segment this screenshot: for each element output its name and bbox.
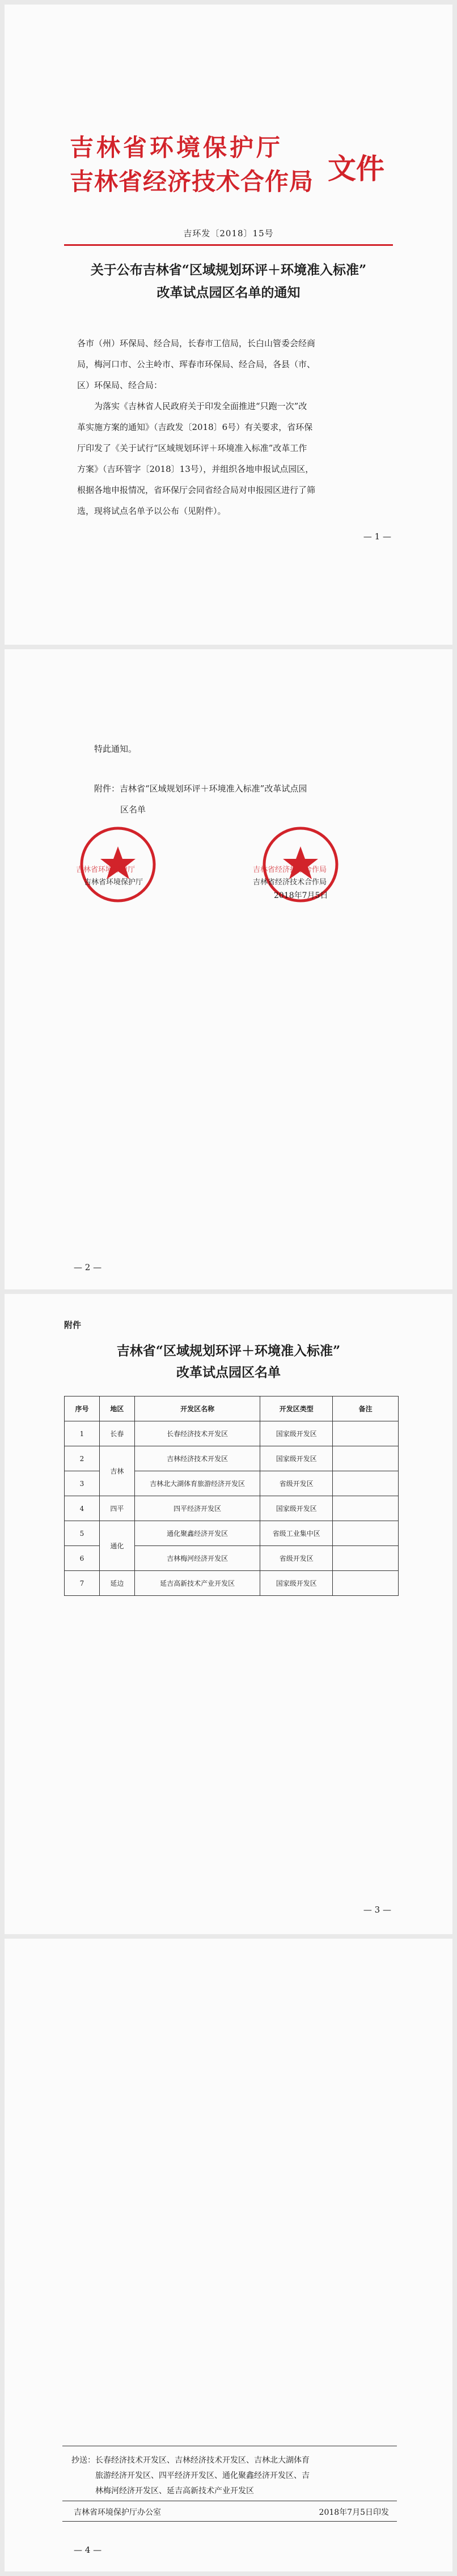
table-row [65, 1521, 399, 1546]
page-3 [5, 1294, 452, 1934]
cell-name: 吉林经济技术开发区 [134, 1446, 260, 1471]
notice-body [77, 333, 383, 522]
table-row [65, 1446, 399, 1471]
red-divider [64, 244, 393, 246]
signing-date: 2018年7月5日 [274, 891, 328, 900]
paragraph-line: 根据各地申报情况，省环保厅会同省经合局对申报园区进行了筛 [77, 485, 316, 495]
cell-region: 四平 [99, 1496, 134, 1521]
header-region: 地区 [99, 1396, 134, 1421]
paragraph-line: 厅印发了《关于试行“区域规划环评＋环境准入标准”改革工作 [77, 443, 307, 453]
page-number: — 3 — [363, 1905, 391, 1915]
cell-type: 国家级开发区 [260, 1496, 333, 1521]
cell-type: 国家级开发区 [260, 1571, 333, 1596]
page-number: — 2 — [74, 1262, 102, 1272]
paragraph-line: 局，梅河口市、公主岭市、珲春市环保局、经合局，各县（市、 [77, 359, 316, 369]
cell-name: 吉林北大湖体育旅游经济开发区 [134, 1471, 260, 1496]
header-no: 序号 [65, 1396, 100, 1421]
cell-remark [333, 1446, 399, 1471]
page-number: — 1 — [363, 531, 391, 542]
paragraph-line: 为落实《吉林省人民政府关于印发全面推进“只跑一次”改 [77, 401, 307, 411]
paragraph-line: 选，现将试点名单予以公布（见附件）。 [77, 506, 226, 516]
cell-region: 通化 [99, 1521, 134, 1571]
cell-type: 省级开发区 [260, 1471, 333, 1496]
attachment-label: 附件 [64, 1320, 82, 1330]
cell-region: 延边 [99, 1571, 134, 1596]
cell-region: 长春 [99, 1421, 134, 1446]
list-title-line-2: 改革试点园区名单 [176, 1365, 281, 1380]
closing-text [77, 739, 383, 760]
cell-type: 国家级开发区 [260, 1446, 333, 1471]
page-number: — 4 — [74, 2545, 102, 2555]
cell-name: 吉林梅河经济开发区 [134, 1546, 260, 1571]
seal-right-text: 吉林省经济技术合作局 [253, 866, 327, 874]
issue-date: 2018年7月5日印发 [319, 2508, 389, 2517]
table-header-row [65, 1396, 399, 1421]
attachment-line-1: 附件：吉林省“区域规划环评＋环境准入标准”改革试点园 [94, 784, 307, 794]
header-remark: 备注 [333, 1396, 399, 1421]
table-row [65, 1571, 399, 1596]
list-title-line-1: 吉林省“区域规划环评＋环境准入标准” [116, 1343, 341, 1359]
issuing-office: 吉林省环境保护厅办公室 [74, 2508, 161, 2517]
document-number: 吉环发〔2018〕15号 [183, 228, 274, 239]
cell-no: 2 [65, 1446, 100, 1471]
table-row [65, 1496, 399, 1521]
cell-region: 吉林 [99, 1446, 134, 1496]
header-suffix: 文件 [328, 152, 384, 185]
attachment-note [77, 778, 383, 820]
attachment-line-2: 区名单 [120, 804, 146, 815]
cell-remark [333, 1471, 399, 1496]
cell-type: 省级工业集中区 [260, 1521, 333, 1546]
header-line-2: 吉林省经济技术合作局 [70, 168, 314, 195]
closing-line: 特此通知。 [94, 744, 137, 754]
cell-remark [333, 1496, 399, 1521]
cell-remark [333, 1571, 399, 1596]
header-type: 开发区类型 [260, 1396, 333, 1421]
cell-name: 通化聚鑫经济开发区 [134, 1521, 260, 1546]
signer-right: 吉林省经济技术合作局 [253, 878, 327, 887]
cc-line-2: 旅游经济开发区、四平经济开发区、通化聚鑫经济开发区、吉 [95, 2471, 310, 2480]
cell-type: 国家级开发区 [260, 1421, 333, 1446]
cc-line-1: 抄送：长春经济技术开发区、吉林经济技术开发区、吉林北大湖体育 [71, 2456, 310, 2465]
pilot-park-table [64, 1396, 399, 1596]
seal-left-text: 吉林省环境保护厅 [76, 866, 136, 874]
paragraph-line: 区）环保局、经合局： [77, 380, 163, 390]
paragraph-line: 各市（州）环保局、经合局，长春市工信局，长白山管委会经商 [77, 338, 316, 348]
cell-name: 四平经济开发区 [134, 1496, 260, 1521]
cell-remark [333, 1421, 399, 1446]
paragraph-line: 革实施方案的通知》（吉政发〔2018〕6号）有关要求，省环保 [77, 422, 313, 432]
cell-type: 省级开发区 [260, 1546, 333, 1571]
cell-name: 延吉高新技术产业开发区 [134, 1571, 260, 1596]
cell-no: 5 [65, 1521, 100, 1546]
cell-remark [333, 1546, 399, 1571]
cell-remark [333, 1521, 399, 1546]
cell-name: 长春经济技术开发区 [134, 1421, 260, 1446]
notice-title-line-2: 改革试点园区名单的通知 [156, 285, 301, 300]
table-row [65, 1421, 399, 1446]
header-name: 开发区名称 [134, 1396, 260, 1421]
cc-list [71, 2453, 389, 2499]
signer-left: 吉林省环境保护厅 [84, 878, 143, 887]
notice-title-line-1: 关于公布吉林省“区域规划环评＋环境准入标准” [90, 262, 367, 278]
office-bottom-rule [62, 2521, 397, 2522]
page-2 [5, 649, 452, 1289]
header-line-1: 吉林省环境保护厅 [70, 134, 283, 161]
paragraph-line: 方案》（吉环管字〔2018〕13号），并组织各地申报试点园区， [77, 464, 314, 474]
page-4 [5, 1939, 452, 2571]
cell-no: 7 [65, 1571, 100, 1596]
cc-line-3: 林梅河经济开发区、延吉高新技术产业开发区 [95, 2486, 254, 2496]
cell-no: 1 [65, 1421, 100, 1446]
cell-no: 3 [65, 1471, 100, 1496]
page-1 [5, 5, 452, 645]
cell-no: 6 [65, 1546, 100, 1571]
cell-no: 4 [65, 1496, 100, 1521]
